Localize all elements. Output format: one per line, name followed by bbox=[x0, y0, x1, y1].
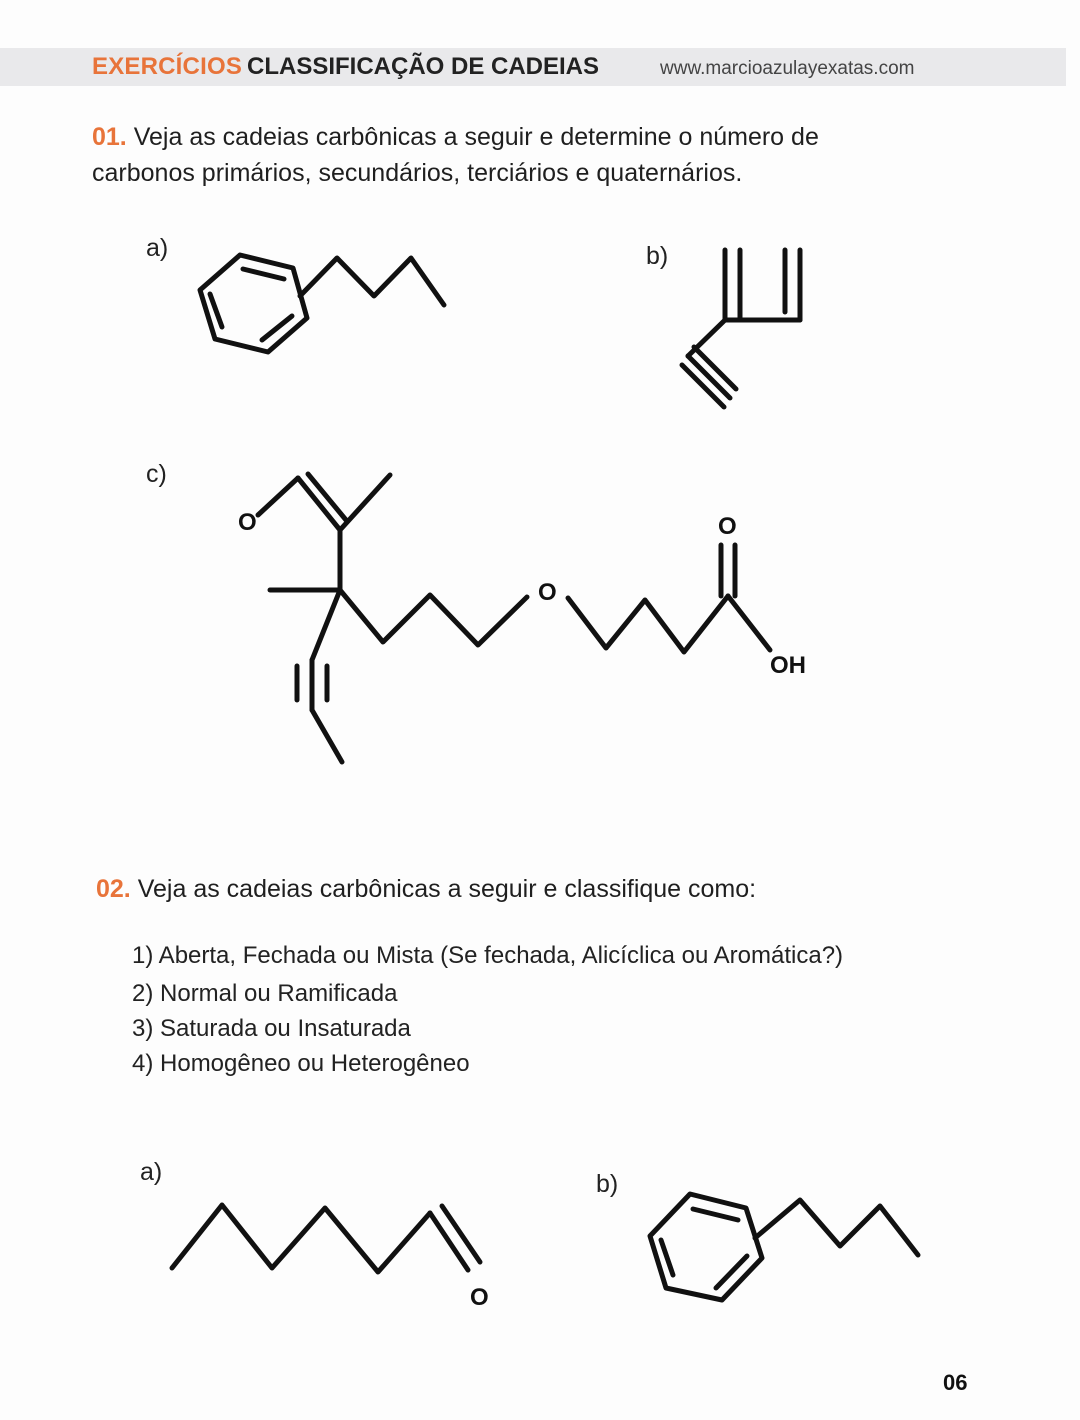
q2-atom-o: O bbox=[470, 1284, 489, 1311]
header-url: www.marcioazulayexatas.com bbox=[660, 58, 915, 79]
q2-item-4: 4) Homogêneo ou Heterogêneo bbox=[132, 1050, 470, 1077]
q1-atom-o-ether: O bbox=[538, 579, 557, 606]
q2-item-2: 2) Normal ou Ramificada bbox=[132, 980, 398, 1007]
q1-label-c: c) bbox=[146, 460, 167, 488]
q1-number: 01. bbox=[92, 123, 127, 151]
q2-item-1: 1) Aberta, Fechada ou Mista (Se fechada, Alicíclica ou Aromática?) bbox=[132, 942, 844, 969]
header-tag: EXERCÍCIOS bbox=[92, 53, 243, 80]
q1-text: Veja as cadeias carbônicas a seguir e determine o número de bbox=[126, 123, 819, 151]
q2-label-b: b) bbox=[596, 1170, 619, 1198]
q1-label-a: a) bbox=[146, 234, 169, 262]
q1-atom-o-acid: O bbox=[718, 513, 737, 540]
q2-item-3: 3) Saturada ou Insaturada bbox=[132, 1015, 411, 1042]
q2-text-body: Veja as cadeias carbônicas a seguir e classifique como: bbox=[130, 875, 757, 903]
q1-text-line2: carbonos primários, secundários, terciários e quaternários. bbox=[92, 159, 743, 187]
q2-number: 02. bbox=[96, 875, 131, 903]
page-number: 06 bbox=[943, 1370, 968, 1395]
q2-label-a: a) bbox=[140, 1158, 163, 1186]
q1-atom-oh: OH bbox=[770, 652, 806, 679]
q1-atom-o-left: O bbox=[238, 509, 257, 536]
q1-label-b: b) bbox=[646, 242, 669, 270]
header-title: CLASSIFICAÇÃO DE CADEIAS bbox=[247, 53, 600, 80]
